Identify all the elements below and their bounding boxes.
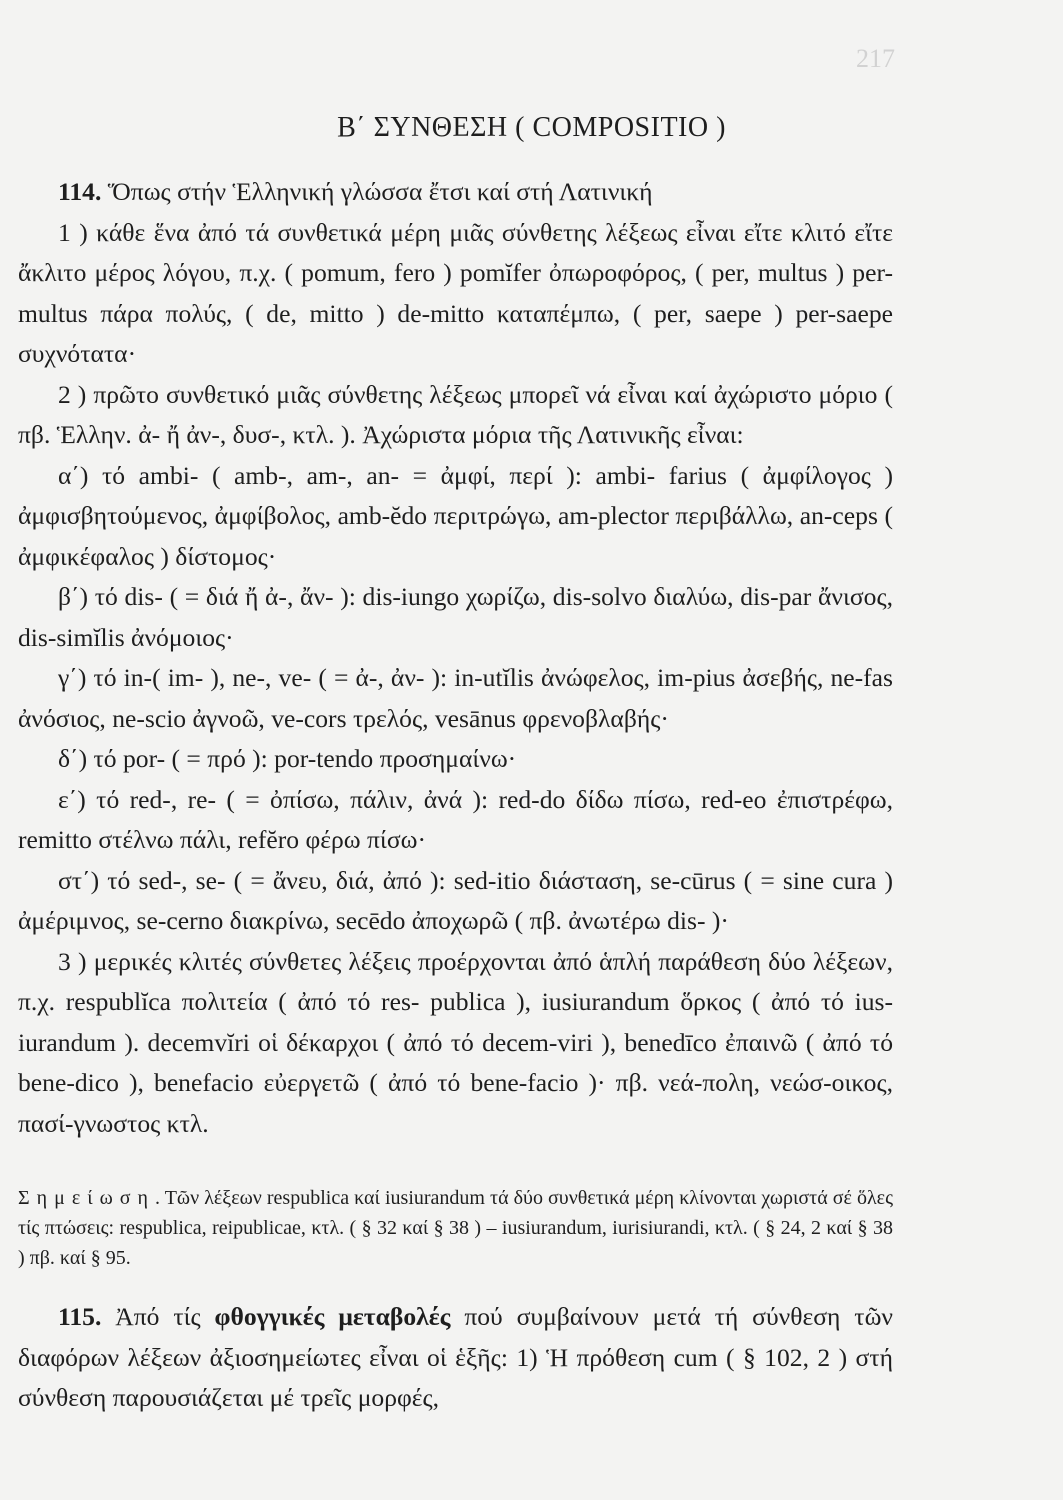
- chapter-heading: Β΄ ΣΥΝΘΕΣΗ ( COMPOSITIO ): [337, 112, 726, 143]
- particle-por: δ΄) τό por- ( = πρό ): por-tendo προσημαίνω·: [58, 744, 517, 773]
- note-paragraph: [18, 1183, 893, 1273]
- section-115-paragraph: [18, 1297, 893, 1419]
- page-number: 217: [856, 44, 895, 73]
- section-115-text: πού συμβαίνουν μετά τή σύνθεση τῶν διαφόρων λέξεων ἀξιοσημείωτες εἶναι οἱ ἑξῆς: 1) Ἡ πρόθεση cum ( § 102, 2 ) στή σύνθεση παρουσιάζεται μέ τρεῖς μορφές,: [18, 1302, 893, 1412]
- particle-sed: στ΄) τό sed-, se- ( = ἄνευ, διά, ἀπό ): sed-itio διάσταση, se-cūrus ( = sine cura ) ἀμέριμνος, se-cerno διακρίνω, secēdo ἀποχωρῶ ( πβ. ἀνωτέρω dis- )·: [18, 865, 893, 935]
- section-114: [18, 172, 893, 1144]
- paragraph-3: 3 ) μερικές κλιτές σύνθετες λέξεις προέρχονται ἀπό ἁπλή παράθεση δύο λέξεων, π.χ. respublĭca πολιτεία ( ἀπό τό res- publica ), iusiurandum ὅρκος ( ἀπό τό ius-iurandum ). decemvĭri οἱ δέκαρχοι ( ἀπό τό decem-viri ), benedīco ἐπαινῶ ( ἀπό τό bene-dico ), benefacio εὐεργετῶ ( ἀπό τό bene-facio )· πβ. νεά-πολη, νεώσ-οικος, πασί-γνωστος κτλ.: [18, 946, 893, 1138]
- particle-red: ε΄) τό red-, re- ( = ὀπίσω, πάλιν, ἀνά ): red-do δίδω πίσω, red-eo ἐπιστρέφω, remitto στέλνω πάλι, refĕro φέρω πίσω·: [18, 784, 893, 854]
- paragraph-1: 1 ) κάθε ἕνα ἀπό τά συνθετικά μέρη μιᾶς σύνθετης λέξεως εἶναι εἴτε κλιτό εἴτε ἄκλιτο μέρος λόγου, π.χ. ( pomum, fero ) pomĭfer ὀπωροφόρος, ( per, multus ) per-multus πάρα πολύς, ( de, mitto ) de-mitto καταπέμπω, ( per, saepe ) per-saepe συχνότατα·: [18, 217, 893, 368]
- note-text: . Τῶν λέξεων respublica καί iusiurandum τά δύο συνθετικά μέρη κλίνονται χωριστά σέ ὅλες τίς πτώσεις: respublica, reipublicae, κτλ. ( § 32 καί § 38 ) – iusiurandum, iurisiurandi, κτλ. ( § 24, 2 καί § 38 ) πβ. καί § 95.: [18, 1187, 893, 1269]
- particle-ambi: α΄) τό ambi- ( amb-, am-, an- = ἀμφί, περί ): ambi- farius ( ἀμφίλογος ) ἀμφισβητούμενος, ἀμφίβολος, amb-ĕdo περιτρώγω, am-plector περιβάλλω, an-ceps ( ἀμφικέφαλος ) δίστομος·: [18, 460, 893, 571]
- section-115-lead: Ἀπό τίς: [101, 1302, 215, 1331]
- section-115-bold-phrase: φθογγικές μεταβολές: [214, 1302, 451, 1331]
- section-114-number: 114.: [58, 177, 102, 206]
- note-label: Σημείωση: [18, 1187, 156, 1209]
- paragraph-2: 2 ) πρῶτο συνθετικό μιᾶς σύνθετης λέξεως μπορεῖ νά εἶναι καί ἀχώριστο μόριο ( πβ. Ἑλλην. ἀ- ἤ ἀν-, δυσ-, κτλ. ). Ἀχώριστα μόρια τῆς Λατινικῆς εἶναι:: [18, 379, 893, 449]
- particle-dis: β΄) τό dis- ( = διά ἤ ἀ-, ἄν- ): dis-iungo χωρίζω, dis-solvo διαλύω, dis-par ἄνισος, dis-simĭlis ἀνόμοιος·: [18, 582, 893, 652]
- section-114-intro-text: Ὅπως στήν Ἑλληνική γλώσσα ἔτσι καί στή Λατινική: [101, 177, 653, 206]
- note: [18, 1183, 893, 1273]
- section-115-number: 115.: [58, 1302, 102, 1331]
- section-115: [18, 1297, 893, 1419]
- section-114-intro: [18, 172, 893, 213]
- particle-in: γ΄) τό in-( im- ), ne-, ve- ( = ἀ-, ἀν- ): in-utĭlis ἀνώφελος, im-pius ἀσεβής, ne-fas ἀνόσιος, ne-scio ἀγνοῶ, ve-cors τρελός, vesānus φρενοβλαβής·: [18, 663, 893, 733]
